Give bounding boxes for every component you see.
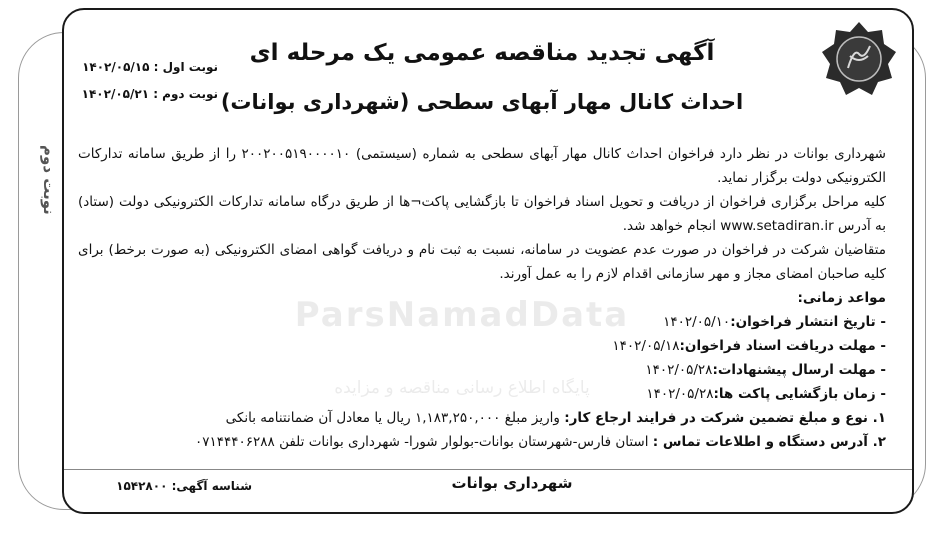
schedule-label: - مهلت دریافت اسناد فراخوان: <box>679 338 886 354</box>
schedule-item <box>78 358 886 382</box>
ad-id: شناسه آگهی: ۱۵۴۲۸۰۰ <box>116 479 252 493</box>
schedule-label: - زمان بازگشایی پاکت ها: <box>713 386 886 402</box>
notice-frame <box>62 8 914 514</box>
municipality-logo-icon <box>820 20 898 98</box>
schedule-item <box>78 310 886 334</box>
footer-organization: شهرداری بوانات <box>451 474 573 492</box>
schedule-value: ۱۴۰۲/۰۵/۱۰ <box>663 314 731 330</box>
schedule-label: - مهلت ارسال پیشنهادات: <box>712 362 886 378</box>
paragraph-3: متقاضیان شرکت در فراخوان در صورت عدم عضویت در سامانه، نسبت به ثبت نام و دریافت گواهی امضای الکترونیکی (به صورت برخط) برای کلیه صاحبان امضای مجاز و مهر سازمانی اقدام لازم را به عمل آورند. <box>78 242 886 282</box>
schedule-item <box>78 334 886 358</box>
schedule-heading: مواعد زمانی: <box>797 290 886 306</box>
schedule-item <box>78 382 886 406</box>
notice-title: آگهی تجدید مناقصه عمومی یک مرحله ای <box>249 40 715 66</box>
publish-dates <box>78 54 218 108</box>
side-label: نوبت دوم <box>40 145 58 215</box>
footer-divider <box>64 469 912 470</box>
schedule-value: ۱۴۰۲/۰۵/۲۸ <box>645 362 713 378</box>
watermark-tagline: پایگاه اطلاع رسانی مناقصه و مزایده <box>334 378 590 398</box>
guarantee-value: واریز مبلغ ۱,۱۸۳,۲۵۰,۰۰۰ ریال یا معادل آن ضمانتنامه بانکی <box>225 410 560 426</box>
notice-body <box>78 142 886 454</box>
watermark-brand: ParsNamadData <box>294 295 630 335</box>
schedule-value: ۱۴۰۲/۰۵/۲۸ <box>646 386 714 402</box>
contact-value: استان فارس-شهرستان بوانات-بولوار شورا- شهرداری بوانات تلفن ۰۷۱۴۴۴۰۶۲۸۸ <box>195 434 649 450</box>
contact-item <box>78 430 886 454</box>
guarantee-item <box>78 406 886 430</box>
notice-subtitle: احداث کانال مهار آبهای سطحی (شهرداری بوانات) <box>220 90 744 114</box>
schedule-value: ۱۴۰۲/۰۵/۱۸ <box>612 338 680 354</box>
publish-first: نوبت اول : ۱۴۰۲/۰۵/۱۵ <box>82 60 218 74</box>
publish-second: نوبت دوم : ۱۴۰۲/۰۵/۲۱ <box>81 87 218 101</box>
paragraph-2: کلیه مراحل برگزاری فراخوان از دریافت و تحویل اسناد فراخوان تا بازگشایی پاکت¬ها از طریق درگاه سامانه تدارکات الکترونیکی دولت (ستاد) به آدرس www.setadiran.ir انجام خواهد شد. <box>78 194 886 234</box>
paragraph-1: شهرداری بوانات در نظر دارد فراخوان احداث کانال مهار آبهای سطحی به شماره (سیستمی) ۲۰۰۲۰۰۵۱۹۰۰۰۰۱۰ را از طریق سامانه تدارکات الکترونیکی دولت برگزار نماید. <box>78 146 886 186</box>
guarantee-label: ۱. نوع و مبلغ تضمین شرکت در فرایند ارجاع کار: <box>564 410 886 426</box>
schedule-label: - تاریخ انتشار فراخوان: <box>730 314 886 330</box>
contact-label: ۲. آدرس دستگاه و اطلاعات تماس : <box>652 434 886 450</box>
